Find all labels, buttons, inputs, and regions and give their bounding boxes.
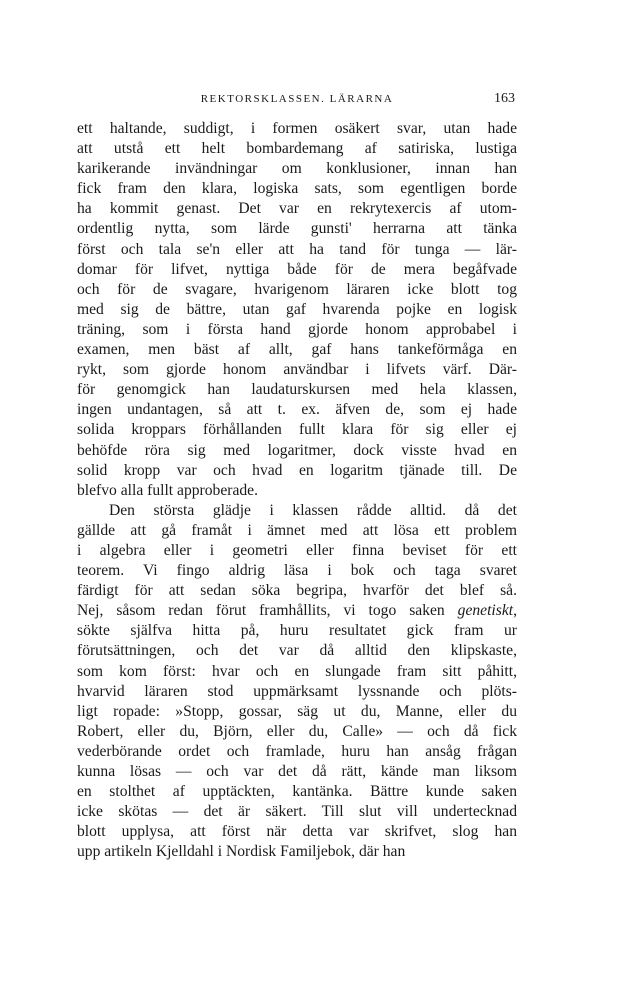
- text-line: Robert, eller du, Björn, eller du, Calle» — och då fick: [77, 722, 517, 740]
- text-line: med sig de bättre, utan gaf hvarenda pojke en logisk: [77, 300, 517, 318]
- body-text: [77, 119, 517, 862]
- book-page: [77, 90, 517, 862]
- text-line: Nej, såsom redan förut framhållits, vi togo saken genetiskt,: [77, 602, 517, 620]
- text-line: ordentlig nytta, som lärde gunsti' herrarna att tänka: [77, 220, 517, 238]
- text-line: vederbörande ordet och framlade, huru han ansåg frågan: [77, 742, 517, 760]
- text-line: att utstå ett helt bombardemang af satiriska, lustiga: [77, 140, 517, 158]
- text-line: examen, men bäst af allt, gaf hans tankeförmåga en: [77, 341, 517, 359]
- text-line: hvarvid läraren stod uppmärksamt lyssnande och plöts-: [77, 682, 517, 700]
- text-line: fick fram den klara, logiska sats, som egentligen borde: [77, 180, 517, 198]
- text-line: solid kropp var och hvad en logaritm tjänade till. De: [77, 461, 517, 479]
- text-line: färdigt för att sedan söka begripa, hvarför det blef så.: [77, 582, 517, 600]
- text-line: kunna lösas — och var det då rätt, kände man liksom: [77, 763, 517, 780]
- text-line: behöfde röra sig med logaritmer, dock visste hvad en: [77, 441, 517, 459]
- text-line: en stolthet af upptäckten, kantänka. Bättre kunde saken: [77, 783, 517, 801]
- text-line: träning, som i första hand gjorde honom approbabel i: [77, 320, 517, 338]
- text-line: teorem. Vi fingo aldrig läsa i bok och taga svaret: [77, 562, 517, 580]
- text-line: ett haltande, suddigt, i formen osäkert svar, utan hade: [77, 120, 517, 137]
- text-line: domar för lifvet, nyttiga både för de mera begåfvade: [77, 260, 517, 278]
- text-line: och för de svagare, hvarigenom läraren icke blott tog: [77, 280, 517, 298]
- text-line: i algebra eller i geometri eller finna beviset för ett: [77, 541, 517, 559]
- text-line: ingen undantagen, så att t. ex. äfven de, som ej hade: [77, 401, 517, 419]
- text-line: solida kroppars förhållanden fullt klara för sig eller ej: [77, 421, 517, 439]
- text-line: blott upplysa, att först när detta var skrifvet, slog han: [77, 823, 517, 841]
- text-line: upp artikeln Kjelldahl i Nordisk Familjebok, där han: [77, 843, 406, 861]
- text-line: Den största glädje i klassen rådde alltid. då det: [109, 501, 517, 519]
- text-line: först och tala se'n eller att ha tand för tunga — lär-: [77, 240, 517, 258]
- text-line: blefvo alla fullt approberade.: [77, 481, 258, 499]
- text-line: som kom först: hvar och en slungade fram sitt påhitt,: [77, 662, 517, 680]
- running-header: [77, 90, 517, 112]
- text-line: ligt ropade: »Stopp, gossar, säg ut du, Manne, eller du: [77, 702, 517, 720]
- text-line: förutsättningen, och det var då alltid den klipskaste,: [77, 642, 517, 660]
- running-title: REKTORSKLASSEN. LÄRARNA: [200, 93, 394, 105]
- text-line: ha kommit genast. Det var en rekrytexercis af utom-: [77, 200, 517, 218]
- text-line: icke skötas — det är säkert. Till slut vill undertecknad: [77, 803, 517, 821]
- page-number: 163: [494, 91, 515, 106]
- text-line: gällde att gå framåt i ämnet med att lösa ett problem: [77, 521, 517, 539]
- text-line: för genomgick han laudaturskursen med hela klassen,: [77, 381, 517, 399]
- text-line: karikerande invändningar om konklusioner, innan han: [77, 160, 517, 178]
- text-line: sökte själfva hitta på, huru resultatet gick fram ur: [77, 622, 517, 640]
- text-line: rykt, som gjorde honom användbar i lifvets värf. Där-: [77, 361, 517, 379]
